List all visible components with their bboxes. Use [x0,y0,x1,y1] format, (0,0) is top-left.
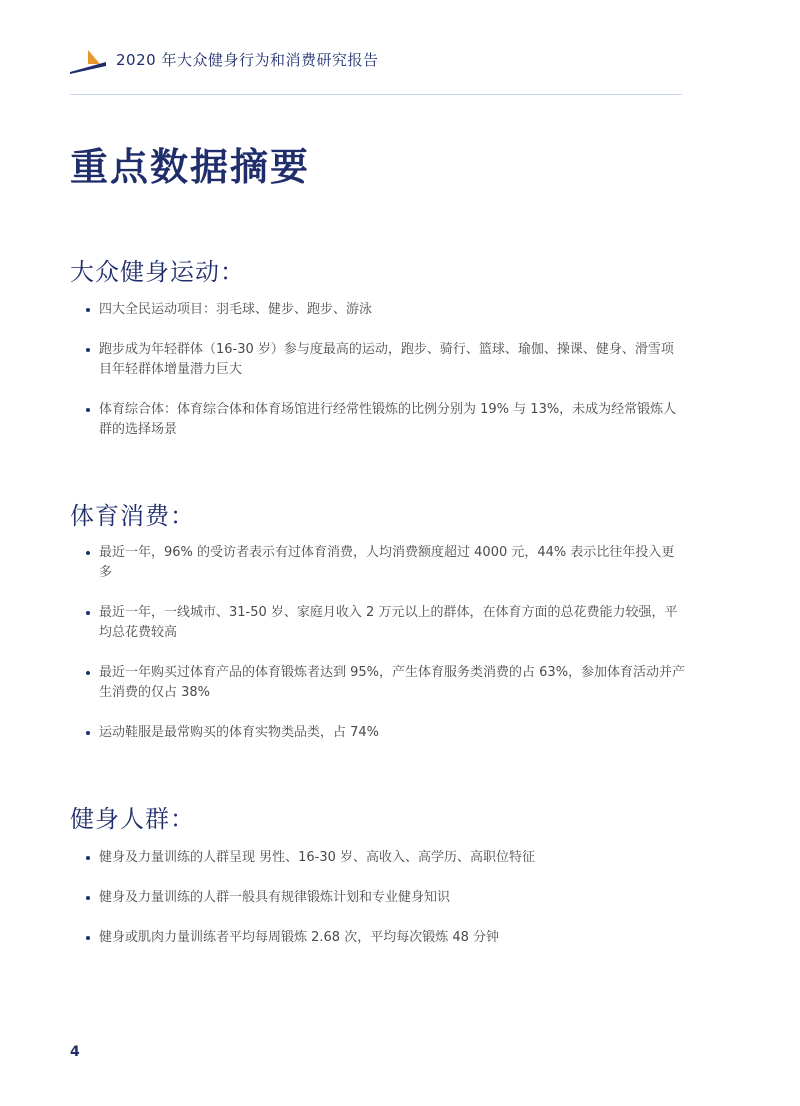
section-title-fitness-population: 健身人群： [70,805,195,833]
list-item: 健身或肌肉力量训练者平均每周锻炼 2.68 次，平均每次锻炼 48 分钟 [86,928,686,948]
section-title-sports-consumption: 体育消费： [70,502,195,530]
fitness-sports-list [86,300,686,440]
section-title-fitness-sports: 大众健身运动： [70,258,245,286]
list-item: 最近一年，一线城市、31-50 岁、家庭月收入 2 万元以上的群体，在体育方面的总花费能力较强，平均总花费较高 [86,603,686,643]
list-item: 运动鞋服是最常购买的体育实物类品类，占 74% [86,723,686,743]
list-item: 最近一年购买过体育产品的体育锻炼者达到 95%，产生体育服务类消费的占 63%，参加体育活动并产生消费的仅占 38% [86,663,686,703]
sail-logo-icon [70,48,106,74]
list-item: 最近一年，96% 的受访者表示有过体育消费，人均消费额度超过 4000 元，44% 表示比往年投入更多 [86,543,686,583]
list-item: 体育综合体：体育综合体和体育场馆进行经常性锻炼的比例分别为 19% 与 13%，未成为经常锻炼人群的选择场景 [86,400,686,440]
list-item: 健身及力量训练的人群呈现 男性、16-30 岁、高收入、高学历、高职位特征 [86,848,686,868]
report-title: 2020 年大众健身行为和消费研究报告 [116,51,379,69]
page-title: 重点数据摘要 [70,145,311,189]
list-item: 跑步成为年轻群体（16-30 岁）参与度最高的运动，跑步、骑行、篮球、瑜伽、操课、健身、滑雪项目年轻群体增量潜力巨大 [86,340,686,380]
list-item: 健身及力量训练的人群一般具有规律锻炼计划和专业健身知识 [86,888,686,908]
page-number: 4 [70,1044,80,1060]
fitness-population-list [86,848,686,948]
list-item: 四大全民运动项目：羽毛球、健步、跑步、游泳 [86,300,686,320]
page-header [70,44,682,95]
sports-consumption-list [86,543,686,743]
